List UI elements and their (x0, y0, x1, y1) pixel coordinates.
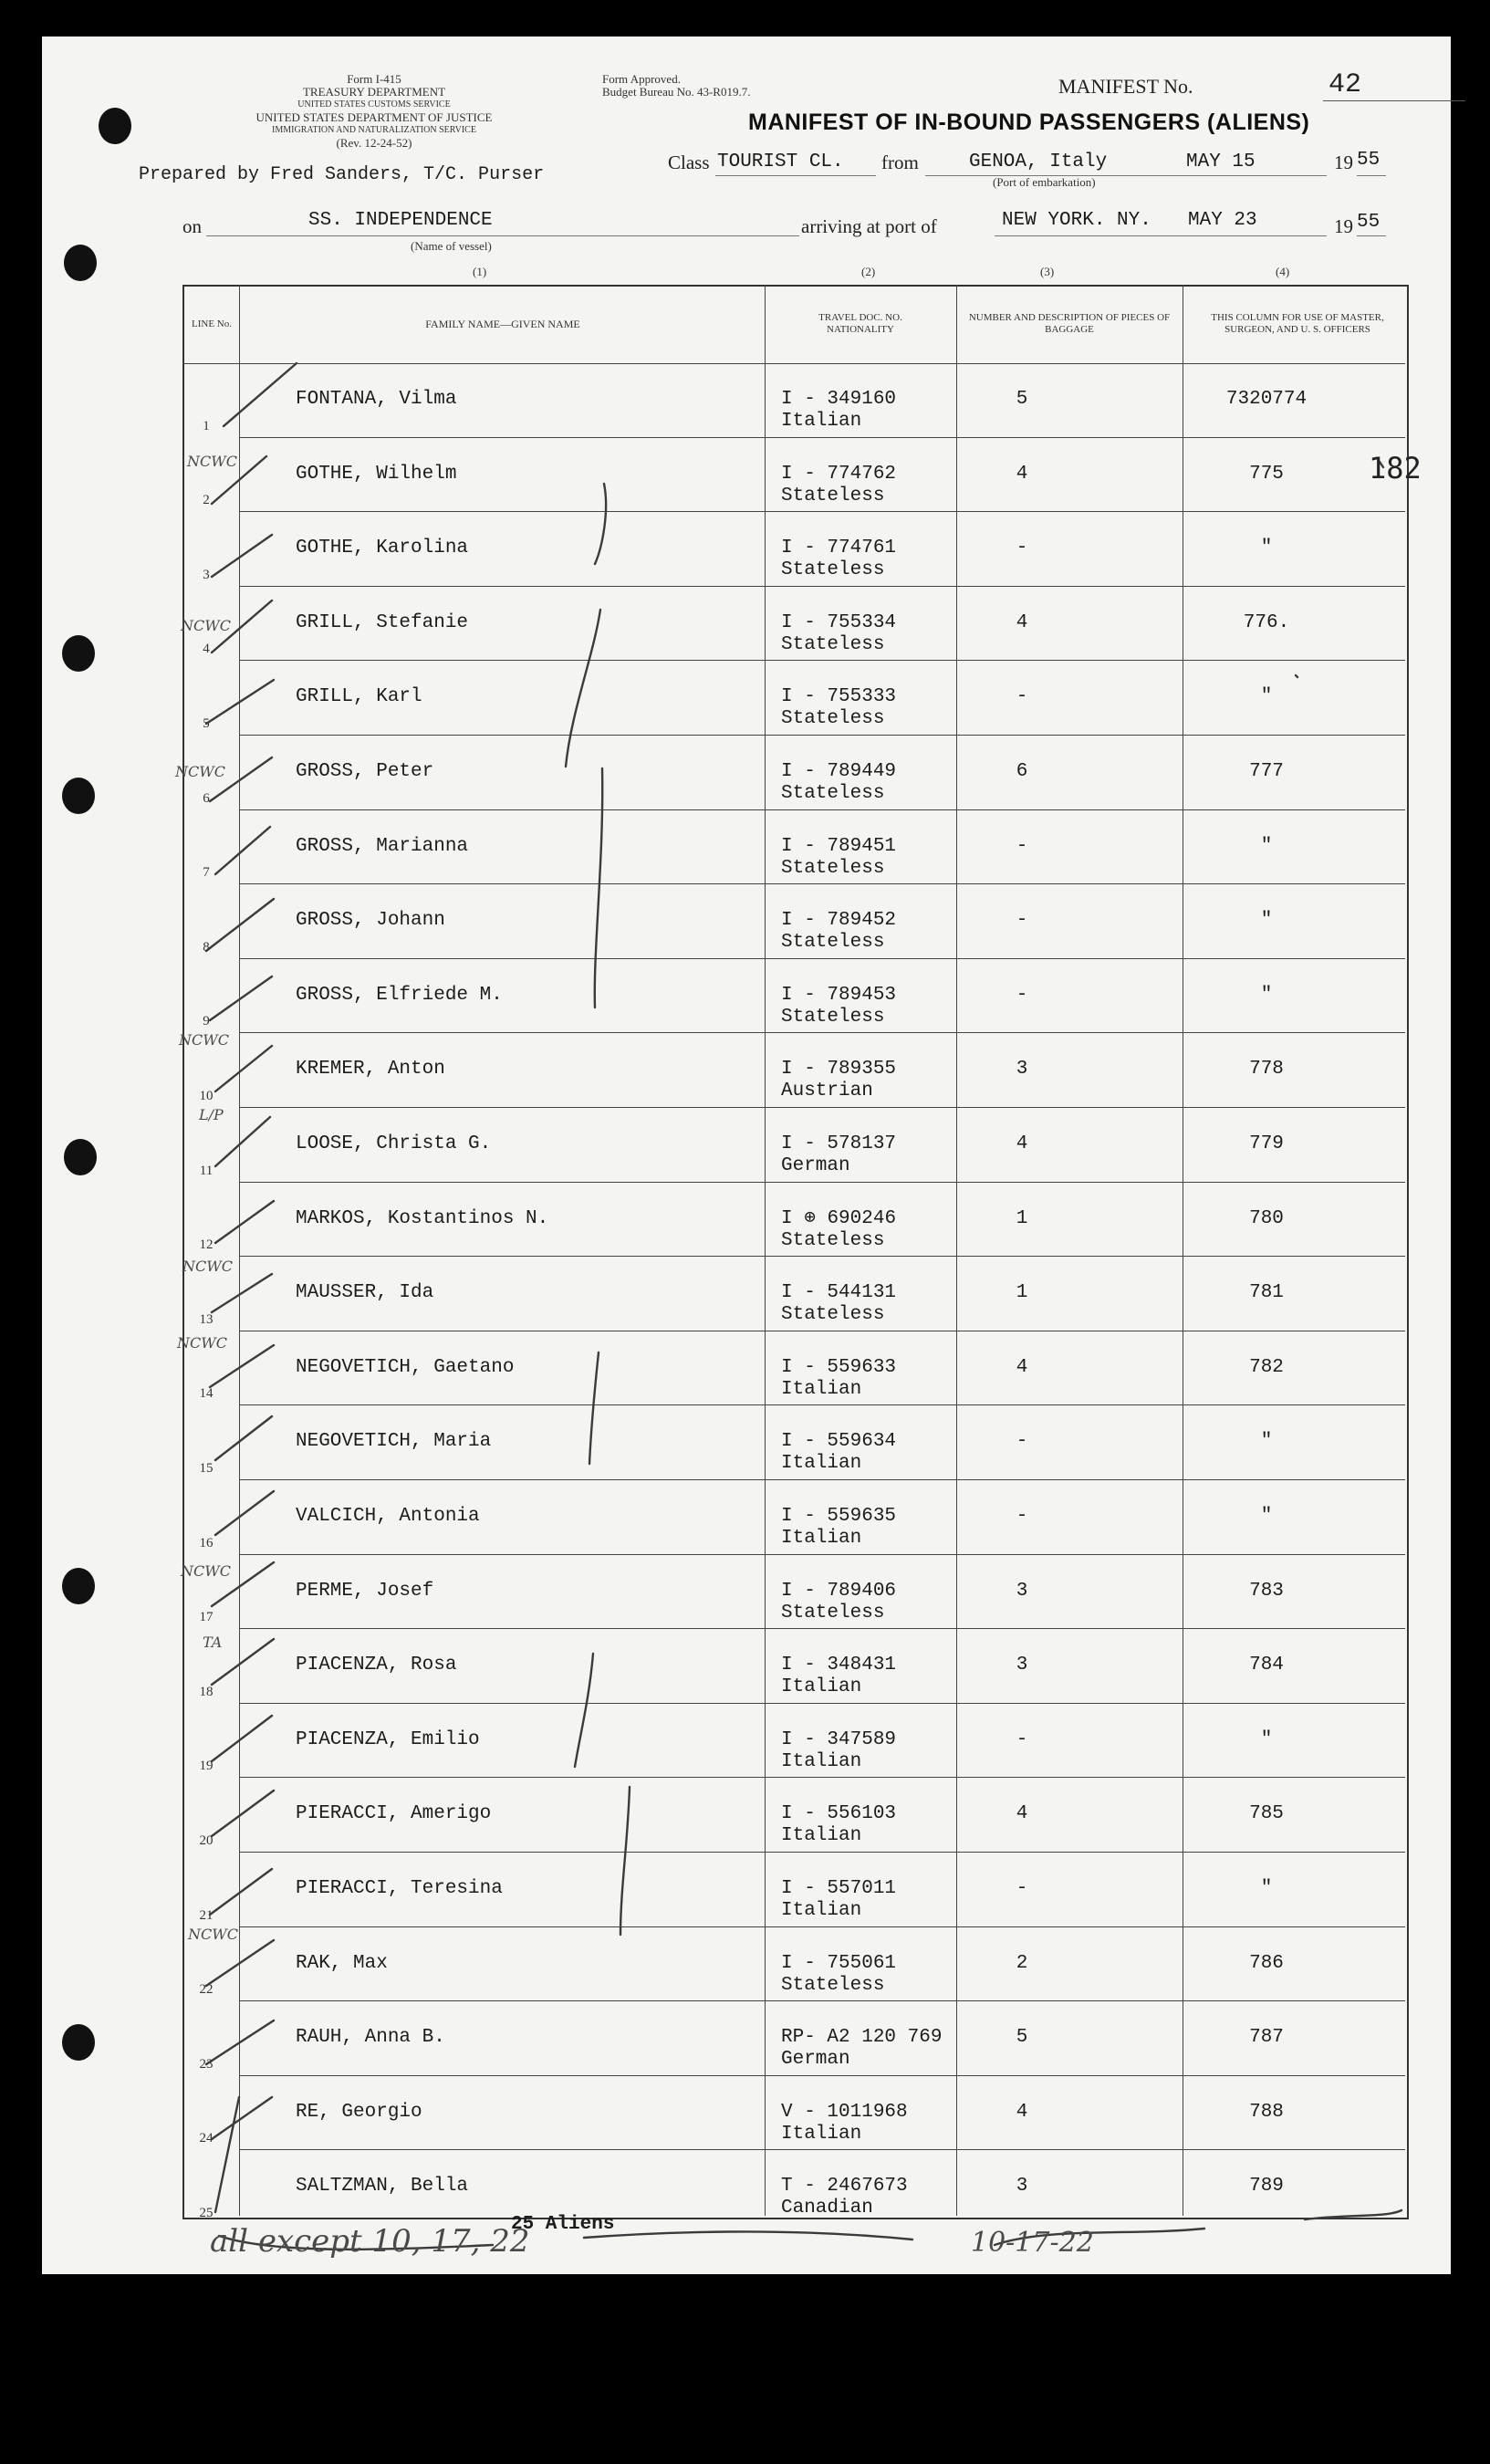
travel-document: I - 789453 (781, 984, 897, 1006)
travel-document: V - 1011968 (781, 2101, 908, 2123)
line-number: 15 (199, 1460, 214, 1476)
on-label: on (182, 215, 202, 237)
table-row (182, 1033, 1405, 1108)
side-number: 182 (1369, 451, 1422, 485)
officer-number: 789 (1249, 2176, 1284, 2198)
column-number: (4) (1276, 265, 1290, 278)
handwritten-note: all except 10, 17, 22 (210, 2223, 530, 2260)
nationality: Austrian (781, 1081, 873, 1102)
travel-document: I - 774761 (781, 538, 897, 559)
nationality: Stateless (781, 1974, 885, 1996)
travel-document: I - 755334 (781, 611, 897, 633)
officer-number: 788 (1249, 2101, 1284, 2123)
nationality: Stateless (781, 633, 885, 655)
baggage-count: 4 (1016, 1356, 1028, 1378)
officer-number: 779 (1249, 1133, 1284, 1154)
row-mark: NCWC (179, 1031, 229, 1049)
line-number: 16 (199, 1535, 214, 1550)
line-number: 3 (203, 567, 210, 582)
passenger-name: GROSS, Elfriede M. (296, 984, 503, 1006)
passenger-name: PIERACCI, Teresina (296, 1878, 503, 1899)
passenger-name: PIERACCI, Amerigo (296, 1803, 492, 1825)
table-row (182, 2076, 1405, 2151)
table-row (182, 587, 1405, 662)
port-of-embarkation: GENOA, Italy (969, 151, 1108, 172)
nationality: German (781, 2049, 850, 2071)
passenger-name: SALTZMAN, Bella (296, 2176, 469, 2198)
officer-number: " (1260, 1728, 1273, 1750)
nationality: Stateless (781, 1229, 885, 1251)
row-mark: NCWC (177, 1334, 227, 1352)
baggage-count: 2 (1016, 1952, 1028, 1974)
officer-number: " (1260, 1431, 1273, 1453)
nationality: German (781, 1155, 850, 1176)
officer-number: 783 (1249, 1580, 1284, 1602)
passenger-name: PERME, Josef (296, 1580, 434, 1602)
travel-document: RP- A2 120 769 (781, 2027, 943, 2049)
total-aliens: 25 Aliens (511, 2214, 615, 2235)
passenger-name: RAK, Max (296, 1952, 388, 1974)
table-row (182, 363, 1405, 438)
baggage-count: 4 (1016, 1803, 1028, 1825)
travel-document: I - 789355 (781, 1059, 897, 1081)
officer-number: " (1260, 538, 1273, 559)
line-number: 20 (199, 1832, 214, 1848)
passenger-name: GROSS, Johann (296, 910, 445, 932)
table-row (182, 1853, 1405, 1927)
nationality: Italian (781, 1900, 862, 1921)
officer-number: " (1260, 1506, 1273, 1527)
baggage-count: 4 (1016, 2101, 1028, 2123)
nationality: Stateless (781, 1602, 885, 1624)
departure-date: MAY 15 (1186, 151, 1256, 172)
row-mark: NCWC (181, 1562, 231, 1580)
travel-document: I - 559635 (781, 1506, 897, 1527)
passenger-name: GRILL, Stefanie (296, 611, 469, 633)
baggage-count: 6 (1016, 761, 1028, 782)
baggage-count: 1 (1016, 1282, 1028, 1304)
table-row (182, 1629, 1405, 1704)
travel-document: I - 348431 (781, 1655, 897, 1676)
nationality: Stateless (781, 932, 885, 954)
nationality: Italian (781, 2123, 862, 2145)
officer-number: 775 (1249, 463, 1284, 485)
passenger-name: VALCICH, Antonia (296, 1506, 480, 1527)
year-prefix: 19 (1334, 151, 1353, 173)
table-row (182, 2150, 1405, 2225)
departure-year: 55 (1357, 150, 1381, 171)
baggage-count: 5 (1016, 2027, 1028, 2049)
officer-number: 786 (1249, 1952, 1284, 1974)
baggage-column-header: NUMBER AND DESCRIPTION OF PIECES OF BAGGAGE (968, 312, 1171, 335)
baggage-count: - (1016, 910, 1028, 932)
officer-number: " (1260, 835, 1273, 857)
table-row (182, 884, 1405, 959)
passenger-name: GROSS, Peter (296, 761, 434, 782)
baggage-count: - (1016, 984, 1028, 1006)
nationality: Stateless (781, 1304, 885, 1326)
travel-document: I - 774762 (781, 463, 897, 485)
line-number: 25 (199, 2205, 214, 2220)
table-row (182, 2001, 1405, 2076)
travel-document: I - 556103 (781, 1803, 897, 1825)
prepared-by: Prepared by Fred Sanders, T/C. Purser (139, 164, 545, 185)
travel-document: I - 559634 (781, 1431, 897, 1453)
table-row (182, 810, 1405, 885)
nationality: Canadian (781, 2198, 873, 2219)
baggage-count: 3 (1016, 1655, 1028, 1676)
arrival-port: NEW YORK. NY. (1002, 210, 1151, 231)
table-row (182, 1704, 1405, 1779)
line-no-header: LINE No. (192, 318, 232, 329)
nationality: Italian (781, 1378, 862, 1400)
passenger-name: GOTHE, Wilhelm (296, 463, 457, 485)
baggage-count: 3 (1016, 1059, 1028, 1081)
line-number: 22 (199, 1982, 214, 1998)
column-number: (3) (1040, 265, 1055, 278)
officer-number: 781 (1249, 1282, 1284, 1304)
form-approved: Form Approved. (602, 72, 681, 86)
nationality: Italian (781, 1676, 862, 1698)
manifest-number-field (1058, 69, 1362, 100)
row-mark: NCWC (181, 617, 231, 634)
officer-number: " (1260, 984, 1273, 1006)
column-number: (1) (473, 265, 487, 278)
department-of-justice: UNITED STATES DEPARTMENT OF JUSTICE (255, 110, 493, 124)
baggage-count: 3 (1016, 1580, 1028, 1602)
row-mark: NCWC (188, 1926, 238, 1943)
vessel-caption: (Name of vessel) (411, 239, 492, 253)
arrival-date: MAY 23 (1188, 210, 1257, 231)
passenger-name: NEGOVETICH, Gaetano (296, 1356, 515, 1378)
nationality: Stateless (781, 783, 885, 804)
travel-document: I - 578137 (781, 1133, 897, 1154)
form-approval-block (602, 73, 839, 99)
officer-number: 785 (1249, 1803, 1284, 1825)
line-number: 17 (199, 1610, 214, 1625)
row-mark: L/P (199, 1106, 224, 1123)
passenger-name: GOTHE, Karolina (296, 538, 469, 559)
nationality: Italian (781, 1528, 862, 1549)
officer-number: 780 (1249, 1207, 1284, 1229)
passenger-name: GRILL, Karl (296, 686, 422, 708)
officer-number: " (1260, 1878, 1273, 1899)
arrival-year: 55 (1357, 212, 1381, 233)
line-number: 14 (199, 1386, 214, 1402)
passenger-name: FONTANA, Vilma (296, 389, 457, 410)
passenger-name: RE, Georgio (296, 2101, 422, 2123)
line-number: 24 (199, 2131, 214, 2146)
passenger-name: GROSS, Marianna (296, 835, 469, 857)
manifest-number-label: MANIFEST No. (1058, 75, 1193, 98)
row-mark: NCWC (182, 1258, 233, 1275)
line-number: 21 (199, 1907, 214, 1923)
table-row (182, 1480, 1405, 1555)
form-department-block (246, 73, 502, 150)
passenger-name: LOOSE, Christa G. (296, 1133, 492, 1154)
manifest-number: 42 (1323, 69, 1465, 101)
table-row (182, 661, 1405, 736)
table-row (182, 1405, 1405, 1480)
row-mark: NCWC (187, 453, 237, 470)
passenger-name: MAUSSER, Ida (296, 1282, 434, 1304)
class-label: Class (668, 151, 710, 173)
nationality: Italian (781, 1750, 862, 1772)
baggage-count: 3 (1016, 2176, 1028, 2198)
officer-number: 7320774 (1225, 389, 1308, 410)
line-number: 12 (199, 1237, 214, 1253)
table-row (182, 1183, 1405, 1258)
baggage-count: - (1016, 1878, 1028, 1899)
arrival-year-prefix: 19 (1334, 215, 1353, 237)
travel-document: I - 789406 (781, 1580, 897, 1602)
line-number: 2 (203, 493, 210, 508)
officer-number: 778 (1249, 1059, 1284, 1081)
line-number: 5 (203, 715, 210, 731)
passenger-name: NEGOVETICH, Maria (296, 1431, 492, 1453)
travel-document: I - 557011 (781, 1878, 897, 1899)
line-number: 8 (203, 939, 210, 955)
travel-document: I - 755061 (781, 1952, 897, 1974)
budget-bureau-number: Budget Bureau No. 43-R019.7. (602, 85, 751, 99)
travel-document: I - 349160 (781, 389, 897, 410)
line-number: 23 (199, 2056, 214, 2072)
baggage-count: - (1016, 1506, 1028, 1527)
row-mark: NCWC (175, 763, 225, 780)
line-number: 13 (199, 1311, 214, 1327)
nationality: Stateless (781, 857, 885, 879)
travel-document: I ⊕ 690246 (781, 1207, 897, 1229)
baggage-count: - (1016, 835, 1028, 857)
baggage-count: 4 (1016, 611, 1028, 633)
baggage-count: - (1016, 1431, 1028, 1453)
passenger-name: MARKOS, Kostantinos N. (296, 1207, 549, 1229)
baggage-count: - (1016, 686, 1028, 708)
line-number: 6 (203, 790, 210, 806)
form-revision: (Rev. 12-24-52) (336, 136, 412, 150)
travel-document: I - 544131 (781, 1282, 897, 1304)
form-number: Form I-415 (347, 72, 401, 86)
table-row (182, 512, 1405, 587)
vessel-name: SS. INDEPENDENCE (308, 210, 493, 231)
table-row (182, 1778, 1405, 1853)
nationality: Italian (781, 411, 862, 432)
table-row (182, 1257, 1405, 1331)
immigration-service: IMMIGRATION AND NATURALIZATION SERVICE (272, 125, 476, 135)
nationality: Stateless (781, 1006, 885, 1028)
nationality: Italian (781, 1825, 862, 1847)
line-number: 4 (203, 642, 210, 657)
travel-document: I - 789449 (781, 761, 897, 782)
travel-document: I - 347589 (781, 1728, 897, 1750)
officer-number: " (1260, 910, 1273, 932)
nationality: Stateless (781, 485, 885, 506)
doc-column-header: TRAVEL DOC. NO. NATIONALITY (818, 312, 902, 335)
officer-number: 784 (1249, 1655, 1284, 1676)
table-row (182, 1927, 1405, 2002)
table-row (182, 1555, 1405, 1630)
baggage-count: 4 (1016, 463, 1028, 485)
officer-number: 782 (1249, 1356, 1284, 1378)
baggage-count: - (1016, 1728, 1028, 1750)
nationality: Stateless (781, 708, 885, 730)
officer-number: 787 (1249, 2027, 1284, 2049)
table-row (182, 1108, 1405, 1183)
name-column-header: FAMILY NAME—GIVEN NAME (425, 317, 580, 330)
handwritten-date: 10-17-22 (971, 2227, 1094, 2259)
nationality: Stateless (781, 559, 885, 581)
table-row (182, 438, 1405, 513)
class-value: TOURIST CL. (717, 151, 844, 172)
travel-document: I - 559633 (781, 1356, 897, 1378)
nationality: Italian (781, 1453, 862, 1475)
line-number: 9 (203, 1014, 210, 1029)
officer-number: 777 (1249, 761, 1284, 782)
page-title: MANIFEST OF IN-BOUND PASSENGERS (ALIENS) (748, 110, 1310, 135)
customs-service: UNITED STATES CUSTOMS SERVICE (297, 99, 451, 110)
from-label: from (881, 151, 919, 173)
line-number: 18 (199, 1684, 214, 1699)
travel-document: I - 789451 (781, 835, 897, 857)
travel-document: I - 755333 (781, 686, 897, 708)
table-row (182, 1331, 1405, 1406)
line-number: 11 (199, 1163, 214, 1178)
port-caption: (Port of embarkation) (993, 175, 1096, 189)
line-number: 1 (203, 418, 210, 433)
baggage-count: - (1016, 538, 1028, 559)
travel-document: I - 789452 (781, 910, 897, 932)
baggage-count: 5 (1016, 389, 1028, 410)
treasury-department: TREASURY DEPARTMENT (302, 85, 446, 99)
passenger-name: PIACENZA, Rosa (296, 1655, 457, 1676)
line-number: 10 (199, 1088, 214, 1103)
baggage-count: 4 (1016, 1133, 1028, 1154)
passenger-name: KREMER, Anton (296, 1059, 445, 1081)
passenger-name: PIACENZA, Emilio (296, 1728, 480, 1750)
table-row (182, 736, 1405, 810)
travel-document: T - 2467673 (781, 2176, 908, 2198)
officer-number: 776. (1243, 611, 1290, 633)
table-row (182, 959, 1405, 1034)
officer-number: " (1260, 686, 1273, 708)
line-number: 19 (199, 1759, 214, 1774)
officers-column-header: THIS COLUMN FOR USE OF MASTER, SURGEON, AND U. S. OFFICERS (1211, 312, 1384, 335)
column-number: (2) (861, 265, 876, 278)
baggage-count: 1 (1016, 1207, 1028, 1229)
row-mark: TA (203, 1634, 223, 1651)
line-number: 7 (203, 865, 210, 881)
arriving-label: arriving at port of (801, 215, 937, 237)
passenger-name: RAUH, Anna B. (296, 2027, 445, 2049)
